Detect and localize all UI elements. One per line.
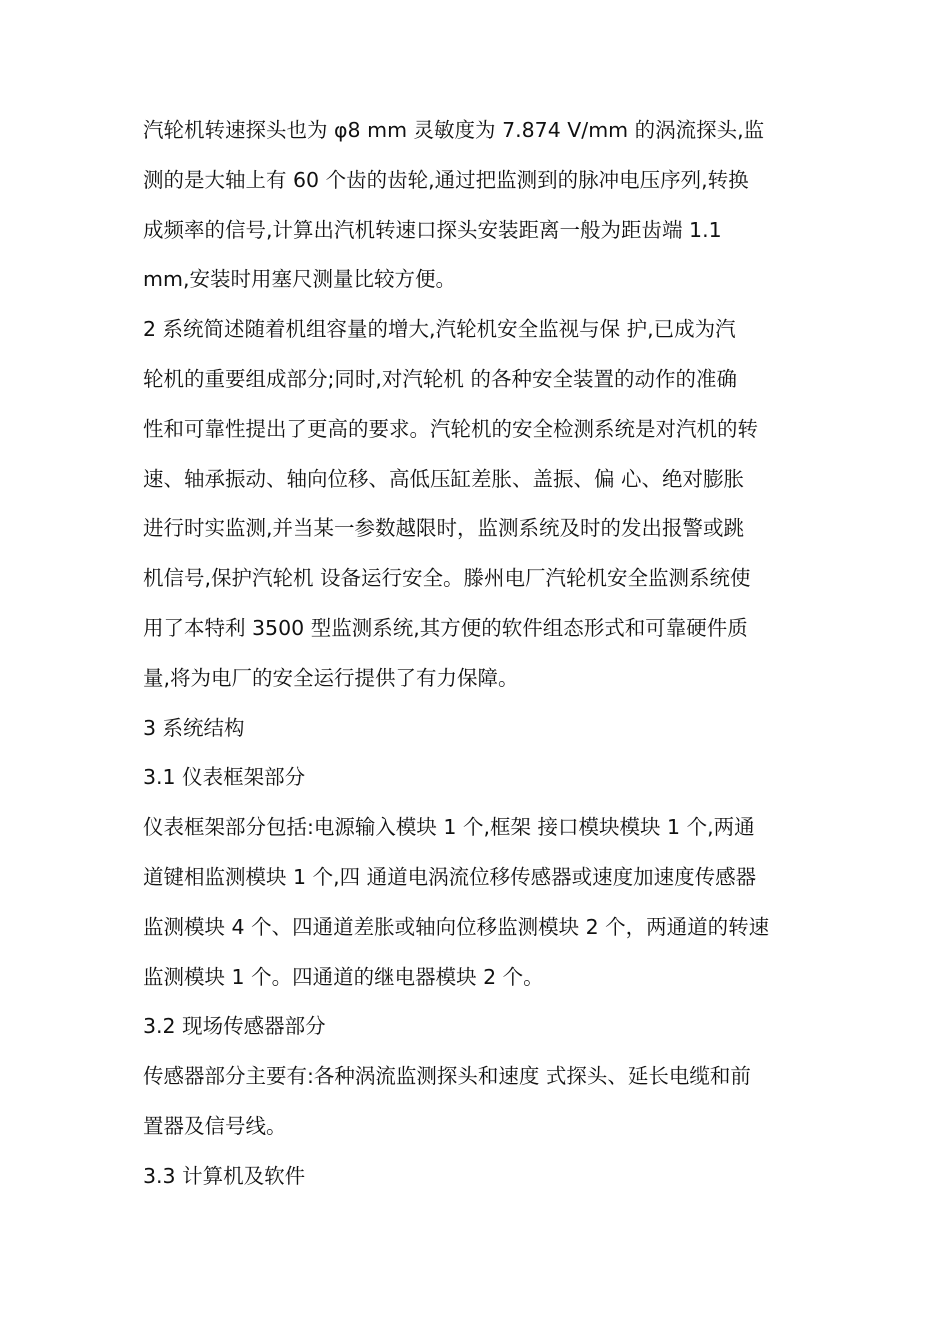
- text-line: 速、轴承振动、轴向位移、高低压缸差胀、盖振、偏 心、绝对膨胀: [143, 466, 745, 491]
- paragraph-turbine-speed-probe: [143, 106, 813, 305]
- heading-text: 3.2 现场传感器部分: [143, 1014, 326, 1039]
- heading-text: 3 系统结构: [143, 715, 245, 740]
- text-line: 监测模块 4 个、四通道差胀或轴向位移监测模块 2 个，两通道的转速: [143, 914, 770, 939]
- text-line: 性和可靠性提出了更高的要求。汽轮机的安全检测系统是对汽机的转: [143, 416, 758, 441]
- text-line: 成频率的信号,计算出汽机转速口探头安装距离一般为距齿端 1.1: [143, 217, 722, 242]
- text-line: 机信号,保护汽轮机 设备运行安全。滕州电厂汽轮机安全监测系统使: [143, 566, 751, 591]
- text-line: 量,将为电厂的安全运行提供了有力保障。: [143, 665, 519, 690]
- text-line: 进行时实监测,并当某一参数越限时，监测系统及时的发出报警或跳: [143, 516, 745, 541]
- paragraph-instrument-rack: [143, 803, 813, 1002]
- heading-text: 3.1 仪表框架部分: [143, 765, 306, 790]
- text-line: 仪表框架部分包括:电源输入模块 1 个,框架 接口模块模块 1 个,两通: [143, 815, 755, 840]
- section-heading-instrument-rack: [143, 753, 813, 803]
- text-line: 测的是大轴上有 60 个齿的齿轮,通过把监测到的脉冲电压序列,转换: [143, 167, 749, 192]
- text-line: 道键相监测模块 1 个,四 通道电涡流位移传感器或速度加速度传感器: [143, 864, 757, 889]
- text-line: 轮机的重要组成部分;同时,对汽轮机 的各种安全装置的动作的准确: [143, 366, 737, 391]
- paragraph-field-sensors: [143, 1052, 813, 1152]
- text-line: 传感器部分主要有:各种涡流监测探头和速度 式探头、延长电缆和前: [143, 1064, 751, 1089]
- section-heading-system-structure: [143, 704, 813, 754]
- paragraph-system-overview: [143, 305, 813, 703]
- text-line: 汽轮机转速探头也为 φ8 mm 灵敏度为 7.874 V/mm 的涡流探头,监: [143, 118, 765, 142]
- document-body: [143, 106, 813, 1202]
- text-line: 置器及信号线。: [143, 1113, 287, 1138]
- text-line: mm,安装时用塞尺测量比较方便。: [143, 267, 456, 292]
- section-heading-field-sensors: [143, 1002, 813, 1052]
- text-line: 监测模块 1 个。四通道的继电器模块 2 个。: [143, 964, 544, 989]
- heading-text: 3.3 计算机及软件: [143, 1163, 306, 1188]
- section-heading-computer-software: [143, 1152, 813, 1202]
- text-line: 用了本特利 3500 型监测系统,其方便的软件组态形式和可靠硬件质: [143, 615, 748, 640]
- text-line: 2 系统简述随着机组容量的增大,汽轮机安全监视与保 护,已成为汽: [143, 317, 736, 342]
